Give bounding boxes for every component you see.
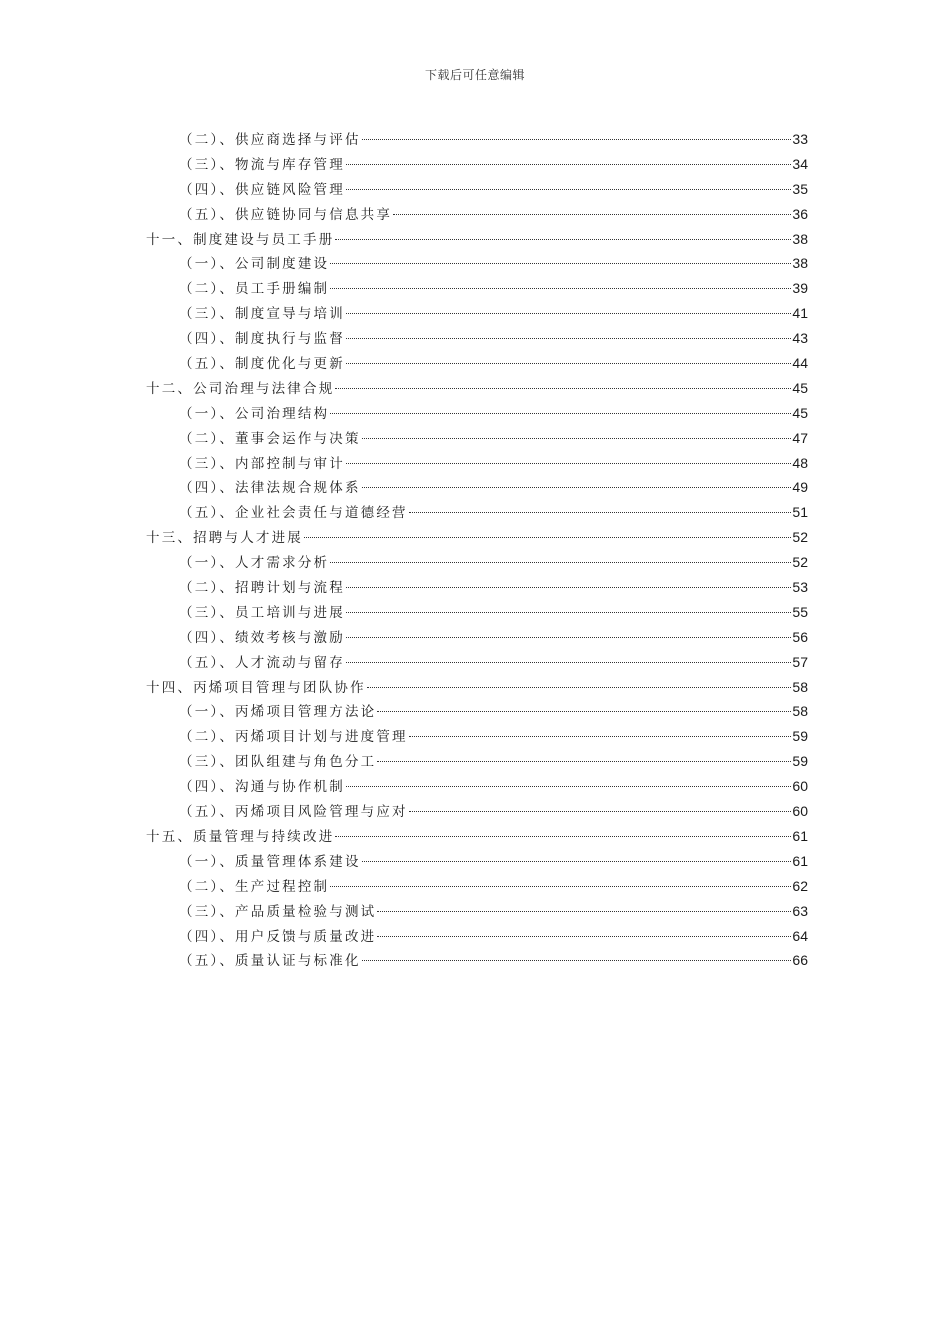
toc-page-number: 39 xyxy=(792,280,808,297)
toc-dot-leader xyxy=(409,736,792,737)
toc-dot-leader xyxy=(330,562,791,563)
toc-entry-title: 十三、招聘与人才进展 xyxy=(146,530,303,547)
toc-entry-title: （五）、质量认证与标准化 xyxy=(179,953,361,970)
toc-section-entry[interactable] xyxy=(146,202,808,227)
toc-dot-leader xyxy=(346,786,791,787)
toc-entry-title: （四）、制度执行与监督 xyxy=(179,331,345,348)
toc-dot-leader xyxy=(330,288,791,289)
toc-dot-leader xyxy=(393,214,791,215)
toc-page-number: 36 xyxy=(792,205,808,222)
toc-section-entry[interactable] xyxy=(146,650,808,675)
toc-dot-leader xyxy=(362,438,792,439)
toc-dot-leader xyxy=(409,811,792,812)
toc-page-number: 59 xyxy=(792,728,808,745)
toc-page-number: 60 xyxy=(792,778,808,795)
toc-section-entry[interactable] xyxy=(146,326,808,351)
toc-dot-leader xyxy=(362,861,792,862)
toc-entry-title: （一）、公司制度建设 xyxy=(179,256,330,273)
toc-entry-title: （二）、员工手册编制 xyxy=(179,281,330,298)
toc-entry-title: （三）、团队组建与角色分工 xyxy=(179,754,377,771)
toc-section-entry[interactable] xyxy=(146,426,808,451)
toc-section-entry[interactable] xyxy=(146,401,808,426)
toc-chapter-entry[interactable] xyxy=(146,675,808,700)
toc-page-number: 59 xyxy=(792,753,808,770)
toc-dot-leader xyxy=(346,587,791,588)
toc-section-entry[interactable] xyxy=(146,948,808,973)
toc-page-number: 44 xyxy=(792,355,808,372)
toc-section-entry[interactable] xyxy=(146,251,808,276)
toc-page-number: 48 xyxy=(792,454,808,471)
toc-entry-title: （二）、丙烯项目计划与进度管理 xyxy=(179,729,408,746)
toc-page-number: 61 xyxy=(792,827,808,844)
toc-page-number: 45 xyxy=(792,379,808,396)
toc-dot-leader xyxy=(362,139,792,140)
toc-dot-leader xyxy=(335,836,791,837)
toc-entry-title: （四）、绩效考核与激励 xyxy=(179,629,345,646)
toc-page-number: 52 xyxy=(792,554,808,571)
toc-dot-leader xyxy=(377,711,791,712)
toc-section-entry[interactable] xyxy=(146,351,808,376)
toc-section-entry[interactable] xyxy=(146,625,808,650)
toc-page-number: 34 xyxy=(792,155,808,172)
toc-dot-leader xyxy=(346,612,791,613)
toc-entry-title: 十一、制度建设与员工手册 xyxy=(146,231,335,248)
toc-section-entry[interactable] xyxy=(146,152,808,177)
toc-dot-leader xyxy=(367,687,792,688)
toc-page-number: 66 xyxy=(792,952,808,969)
toc-chapter-entry[interactable] xyxy=(146,227,808,252)
toc-page-number: 43 xyxy=(792,330,808,347)
toc-entry-title: （三）、制度宣导与培训 xyxy=(179,306,345,323)
toc-dot-leader xyxy=(346,164,791,165)
toc-dot-leader xyxy=(335,388,791,389)
toc-page-number: 41 xyxy=(792,305,808,322)
toc-dot-leader xyxy=(346,637,791,638)
toc-page-number: 62 xyxy=(792,877,808,894)
toc-section-entry[interactable] xyxy=(146,774,808,799)
toc-section-entry[interactable] xyxy=(146,500,808,525)
toc-entry-title: （一）、丙烯项目管理方法论 xyxy=(179,704,377,721)
toc-page-number: 52 xyxy=(792,529,808,546)
toc-section-entry[interactable] xyxy=(146,475,808,500)
toc-page-number: 45 xyxy=(792,404,808,421)
toc-entry-title: 十五、质量管理与持续改进 xyxy=(146,828,335,845)
toc-dot-leader xyxy=(346,189,791,190)
toc-entry-title: （三）、产品质量检验与测试 xyxy=(179,903,377,920)
toc-section-entry[interactable] xyxy=(146,127,808,152)
toc-section-entry[interactable] xyxy=(146,301,808,326)
toc-page-number: 33 xyxy=(792,131,808,147)
toc-entry-title: （二）、供应商选择与评估 xyxy=(179,132,361,148)
toc-entry-title: 十二、公司治理与法律合规 xyxy=(146,380,335,397)
toc-dot-leader xyxy=(377,936,791,937)
toc-dot-leader xyxy=(330,886,791,887)
toc-entry-title: （二）、招聘计划与流程 xyxy=(179,580,345,597)
toc-entry-title: （一）、人才需求分析 xyxy=(179,555,330,572)
toc-section-entry[interactable] xyxy=(146,849,808,874)
toc-section-entry[interactable] xyxy=(146,550,808,575)
toc-section-entry[interactable] xyxy=(146,924,808,949)
toc-chapter-entry[interactable] xyxy=(146,824,808,849)
toc-entry-title: （四）、法律法规合规体系 xyxy=(179,480,361,497)
toc-page-number: 60 xyxy=(792,803,808,820)
toc-section-entry[interactable] xyxy=(146,276,808,301)
toc-dot-leader xyxy=(362,487,792,488)
toc-entry-title: （一）、质量管理体系建设 xyxy=(179,853,361,870)
toc-entry-title: （三）、员工培训与进展 xyxy=(179,604,345,621)
toc-entry-title: （五）、人才流动与留存 xyxy=(179,654,345,671)
toc-page-number: 35 xyxy=(792,180,808,197)
toc-chapter-entry[interactable] xyxy=(146,525,808,550)
toc-page-number: 51 xyxy=(792,504,808,521)
toc-dot-leader xyxy=(330,263,791,264)
toc-dot-leader xyxy=(409,512,792,513)
toc-dot-leader xyxy=(377,761,791,762)
toc-entry-title: （二）、董事会运作与决策 xyxy=(179,430,361,447)
toc-page-number: 57 xyxy=(792,653,808,670)
toc-dot-leader xyxy=(346,338,791,339)
toc-entry-title: （四）、沟通与协作机制 xyxy=(179,779,345,796)
toc-page-number: 58 xyxy=(792,678,808,695)
toc-page-number: 56 xyxy=(792,628,808,645)
page-header: 下载后可任意编辑 xyxy=(424,68,525,82)
toc-dot-leader xyxy=(346,463,791,464)
toc-page-number: 55 xyxy=(792,603,808,620)
toc-entry-title: （五）、供应链协同与信息共享 xyxy=(179,206,393,223)
table-of-contents xyxy=(146,127,808,973)
toc-page-number: 64 xyxy=(792,927,808,944)
toc-dot-leader xyxy=(362,960,792,961)
toc-section-entry[interactable] xyxy=(146,451,808,476)
toc-page-number: 53 xyxy=(792,579,808,596)
toc-page-number: 63 xyxy=(792,902,808,919)
toc-section-entry[interactable] xyxy=(146,899,808,924)
toc-dot-leader xyxy=(377,911,791,912)
toc-page-number: 61 xyxy=(792,852,808,869)
toc-section-entry[interactable] xyxy=(146,699,808,724)
toc-dot-leader xyxy=(304,537,791,538)
toc-page-number: 47 xyxy=(792,429,808,446)
toc-entry-title: （四）、用户反馈与质量改进 xyxy=(179,928,377,945)
toc-entry-title: （三）、物流与库存管理 xyxy=(179,156,345,173)
toc-entry-title: （五）、丙烯项目风险管理与应对 xyxy=(179,804,408,821)
toc-section-entry[interactable] xyxy=(146,575,808,600)
toc-section-entry[interactable] xyxy=(146,749,808,774)
toc-entry-title: （二）、生产过程控制 xyxy=(179,878,330,895)
toc-chapter-entry[interactable] xyxy=(146,376,808,401)
toc-entry-title: （一）、公司治理结构 xyxy=(179,405,330,422)
toc-page-number: 38 xyxy=(792,230,808,247)
toc-entry-title: （五）、企业社会责任与道德经营 xyxy=(179,505,408,522)
toc-entry-title: （三）、内部控制与审计 xyxy=(179,455,345,472)
toc-page-number: 58 xyxy=(792,703,808,720)
toc-dot-leader xyxy=(346,313,791,314)
toc-dot-leader xyxy=(330,413,791,414)
toc-section-entry[interactable] xyxy=(146,874,808,899)
toc-dot-leader xyxy=(335,239,791,240)
toc-section-entry[interactable] xyxy=(146,600,808,625)
toc-page-number: 49 xyxy=(792,479,808,496)
toc-entry-title: （四）、供应链风险管理 xyxy=(179,181,345,198)
toc-dot-leader xyxy=(346,662,791,663)
toc-section-entry[interactable] xyxy=(146,724,808,749)
toc-dot-leader xyxy=(346,363,791,364)
toc-section-entry[interactable] xyxy=(146,177,808,202)
toc-entry-title: （五）、制度优化与更新 xyxy=(179,356,345,373)
toc-section-entry[interactable] xyxy=(146,799,808,824)
toc-entry-title: 十四、丙烯项目管理与团队协作 xyxy=(146,679,366,696)
toc-page-number: 38 xyxy=(792,255,808,272)
